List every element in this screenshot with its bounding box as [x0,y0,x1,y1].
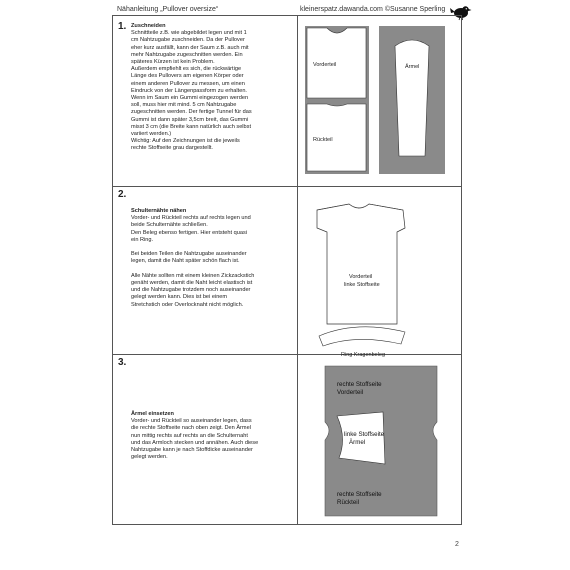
step-number-3: 3. [118,357,127,368]
step-title-1: Zuschneiden [131,23,166,29]
step-number-2: 2. [118,189,127,200]
step-body-3: Vorder- und Rückteil so auseinander legen, dass die rechte Stoffseite nach oben zeigt. Den Ärmel nun mittig rechts auf rechts an die Schulternaht und das Armloch stecken und annähen. Auch diese Nahtzugabe kann je nach Stoffdicke auseinander gelegt werden. [131,418,259,461]
page-number: 2 [455,541,459,548]
step-title-3: Ärmel einsetzen [131,411,174,417]
step-title-2: Schulternähte nähen [131,208,187,214]
header-credit: kleinerspatz.dawanda.com ©Susanne Sperling [300,6,446,13]
sleeve-setting-illustration [297,354,463,525]
label-back: Rückteil [313,137,333,143]
label-front: Vorderteil [313,62,337,68]
label-top-line1: rechte Stoffseite [337,381,382,388]
shoulder-seam-illustration [297,186,463,358]
label-bot-line2: Rückteil [337,499,360,506]
label-front-line1: Vorderteil [349,274,373,280]
step-body-2: Vorder- und Rückteil rechts auf rechts legen und beide Schulternähte schließen. Den Beleg ebenso fertigen. Hier entsteht quasi ein Ring. Bei beiden Teilen die Nahtzugabe auseinander legen, damit die Naht später schön flach ist. Alle Nähte sollten mit einem kleinen Zickzackstich genäht werden, damit die Naht leicht elastisch ist und die Nahtzugabe trotzdem noch auseinander gelegt werden kann. Dies ist bei einem Stretchstich oder Overlocknaht nicht möglich. [131,215,255,308]
step-text-3 [131,411,295,461]
label-ring: Ring Kragenbeleg [341,352,386,358]
label-mid-line1: linke Stoffseite [344,431,385,438]
garment-body [317,204,405,324]
label-bot-line1: rechte Stoffseite [337,491,382,498]
step-text-1 [131,23,295,153]
sleeve-attached [337,412,385,464]
collar-ring [319,327,405,346]
label-sleeve: Ärmel [405,64,420,70]
step-body-1: Schnittteile z.B. wie abgebildet legen und mit 1 cm Nahtzugabe zuschneiden. Da der Pullover eher kurz ausfällt, kann der Saum z.B. auch mit mehr Nahtzugabe zugeschnitten werden. Ein späteres Kürzen ist kein Problem. Außerdem empfiehlt es sich, die rückwärtige Länge des Pullovers am eigenen Körper oder einem anderen Pullover zu messen, um einen Eindruck von der Längenpassform zu erhalten. Wenn im Saum ein Gummi eingezogen werden soll, muss hier mit mind. 5 cm Nahtzugabe zugeschnitten werden. Der fertige Tunnel für das Gummi ist dann später 3,5cm breit, das Gummi misst 3 cm (die Breite kann natürlich auch selbst variiert werden.) Wichtig: Auf den Zeichnungen ist die jeweils rechte Stoffseite grau dargestellt. [131,30,252,152]
step-text-2 [131,208,295,309]
header-title: Nähanleitung „Pullover oversize“ [117,6,219,13]
cutting-layout-illustration [297,16,463,186]
sleeve-piece [395,40,429,156]
label-front-line2: linke Stoffseite [344,282,380,288]
label-mid-line2: Ärmel [349,439,366,446]
step-number-1: 1. [118,21,127,32]
instructions-table [112,16,462,525]
label-top-line2: Vorderteil [337,389,364,396]
